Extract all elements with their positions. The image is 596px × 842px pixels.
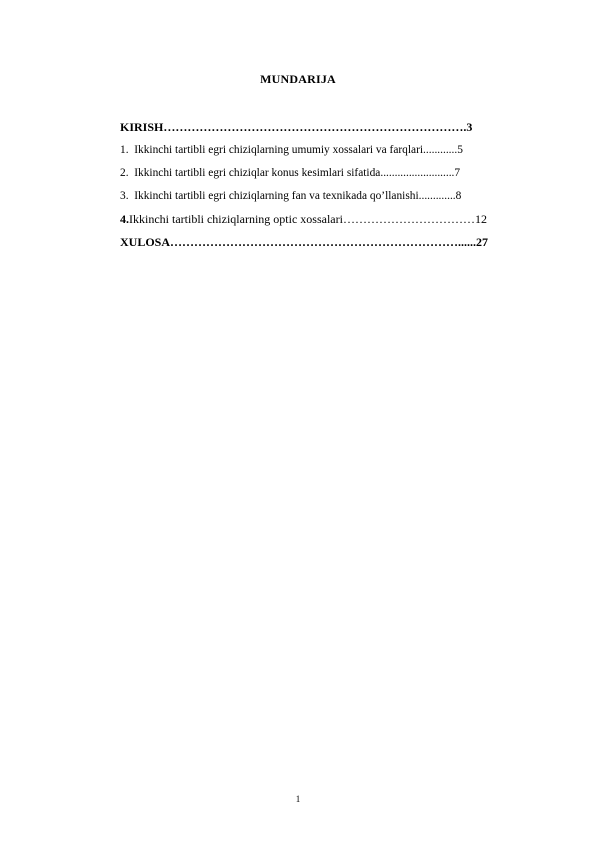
toc-entry-text: Ikkinchi tartibli egri chiziqlarning fan va texnikada qo’llanishi	[134, 190, 419, 202]
toc-entry-4[interactable]	[120, 208, 548, 231]
toc-leader-dots: ………………………………………………………………......	[170, 235, 477, 249]
toc-entry-text: KIRISH	[120, 120, 164, 134]
toc-entry-text: Ikkinchi tartibli egri chiziqlarning umumiy xossalari va farqlari	[134, 144, 424, 156]
toc-entry-number: 1.	[120, 144, 129, 156]
toc-entry-page: 27	[476, 235, 489, 249]
toc-entry-3[interactable]	[120, 185, 548, 208]
toc-entry-2[interactable]	[120, 162, 548, 185]
toc-entry-xulosa[interactable]	[120, 231, 548, 254]
toc-leader-dots: ............	[423, 144, 458, 156]
toc-entry-page: 8	[455, 190, 462, 202]
toc-entry-page: 3	[466, 120, 473, 134]
toc-entry-number: 4.	[120, 212, 129, 226]
toc-entry-number: 3.	[120, 190, 129, 202]
toc-entry-text: Ikkinchi tartibli chiziqlarning optic xossalari	[129, 212, 343, 226]
page-title: MUNDARIJA	[260, 72, 336, 86]
toc-leader-dots: ..........................	[380, 167, 455, 179]
toc-leader-dots: .............	[418, 190, 456, 202]
toc-entry-1[interactable]	[120, 139, 548, 162]
toc-entry-kirish[interactable]	[120, 116, 548, 139]
toc-leader-dots: ……………………………	[342, 212, 475, 226]
toc-entry-page: 7	[454, 167, 461, 179]
toc-entry-page: 12	[474, 212, 487, 226]
page-number: 1	[295, 794, 301, 804]
toc-entry-page: 5	[457, 144, 463, 156]
toc-entry-text: XULOSA	[120, 235, 171, 249]
toc-entry-text: Ikkinchi tartibli egri chiziqlar konus kesimlari sifatida	[134, 167, 381, 179]
toc-entry-number: 2.	[120, 167, 129, 179]
table-of-contents	[120, 116, 548, 254]
toc-leader-dots: ………………………………………………………………….	[163, 120, 467, 134]
